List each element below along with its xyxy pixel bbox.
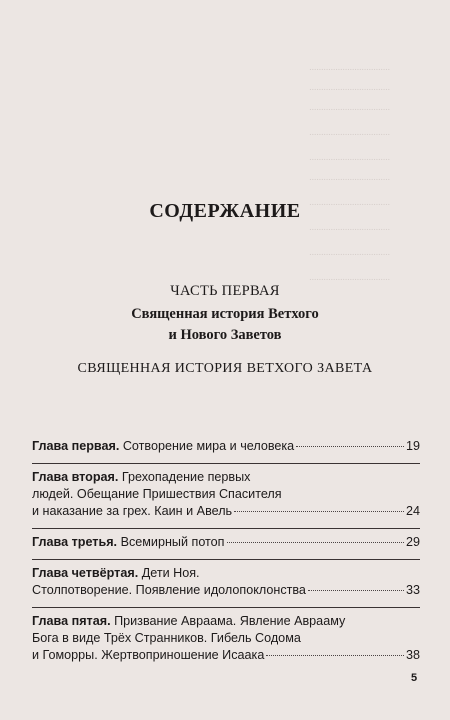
toc-entry-text: Сотворение мира и человека: [122, 439, 295, 453]
section-heading: СВЯЩЕННАЯ ИСТОРИЯ ВЕТХОГО ЗАВЕТА: [77, 361, 373, 376]
entry-divider: [32, 559, 420, 560]
toc-entry-page: 33: [405, 583, 420, 597]
entry-divider: [32, 528, 420, 529]
dot-leader: [296, 446, 404, 447]
toc-entry-page: 19: [405, 439, 420, 453]
toc-entries: [32, 438, 420, 672]
toc-entry-text: Призвание Авраама. Явление Аврааму: [114, 614, 346, 628]
dot-leader: [266, 655, 404, 656]
toc-entry-label: Глава пятая.: [32, 614, 111, 628]
toc-entry-label: Глава первая.: [32, 439, 120, 453]
toc-entry-text: и наказание за грех. Каин и Авель: [32, 504, 233, 518]
part-title-line-1: Священная история Ветхого: [131, 306, 319, 322]
entry-divider: [32, 463, 420, 464]
toc-entry-text: и Гоморры. Жертвоприношение Исаака: [32, 648, 265, 662]
dot-leader: [234, 511, 404, 512]
toc-entry-5[interactable]: [32, 613, 420, 664]
toc-entry-page: 24: [405, 504, 420, 518]
page-number: 5: [411, 672, 418, 684]
toc-entry-2[interactable]: [32, 469, 420, 520]
dot-leader: [227, 542, 404, 543]
toc-entry-4[interactable]: [32, 565, 420, 599]
toc-entry-text: людей. Обещание Пришествия Спасителя: [32, 487, 282, 501]
part-label: ЧАСТЬ ПЕРВАЯ: [170, 283, 280, 299]
toc-entry-3[interactable]: [32, 534, 420, 551]
toc-entry-text: Столпотворение. Появление идолопоклонства: [32, 583, 306, 597]
show-through-background: .................................. .................................. .................................. .................................. .................................. .................................. .................................. .................................. .................................. ..................................: [309, 63, 390, 283]
toc-entry-label: Глава третья.: [32, 535, 118, 549]
entry-divider: [32, 607, 420, 608]
toc-entry-text: Дети Ноя.: [141, 566, 200, 580]
toc-entry-text: Грехопадение первых: [121, 470, 251, 484]
toc-heading: СОДЕРЖАНИЕ: [149, 200, 301, 222]
toc-entry-page: 29: [405, 535, 420, 549]
part-title: [0, 304, 450, 346]
toc-entry-1[interactable]: [32, 438, 420, 455]
toc-entry-text: Всемирный потоп: [120, 535, 225, 549]
toc-entry-text: Бога в виде Трёх Странников. Гибель Содома: [32, 631, 301, 645]
part-title-line-2: и Нового Заветов: [168, 327, 282, 343]
dot-leader: [308, 590, 404, 591]
toc-entry-label: Глава четвёртая.: [32, 566, 139, 580]
toc-entry-label: Глава вторая.: [32, 470, 119, 484]
toc-entry-page: 38: [405, 648, 420, 662]
